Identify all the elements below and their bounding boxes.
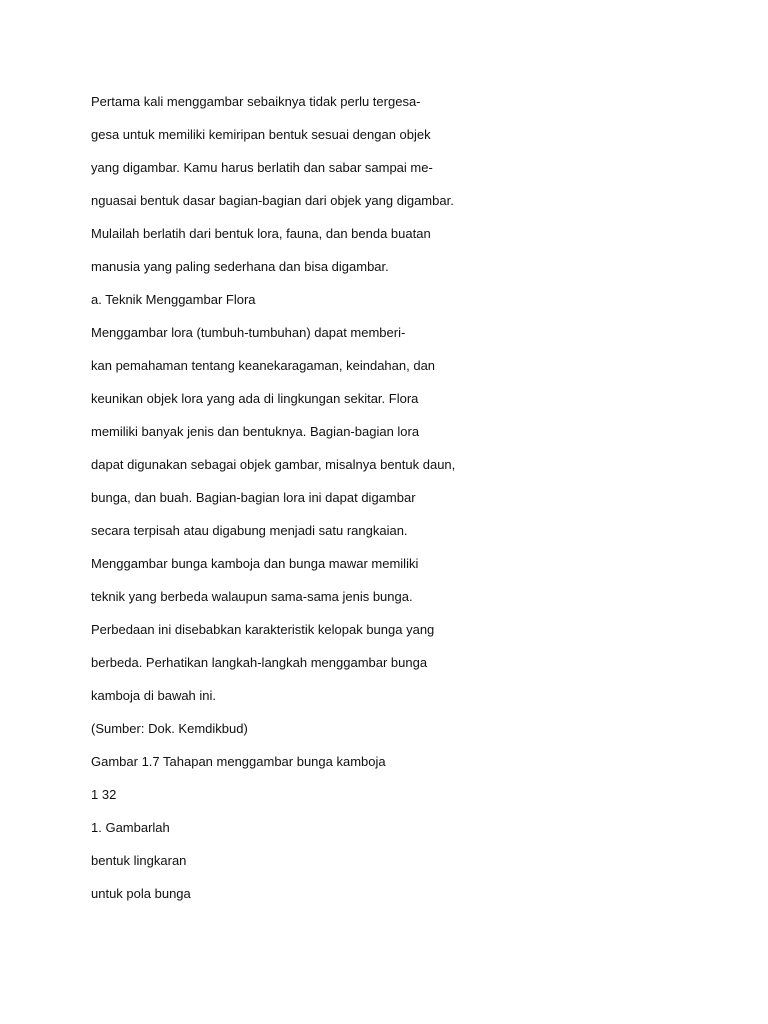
paragraph-line: Mulailah berlatih dari bentuk lora, fauna, dan benda buatan xyxy=(91,226,431,241)
paragraph-line: kan pemahaman tentang keanekaragaman, keindahan, dan xyxy=(91,358,436,373)
paragraph-line: dapat digunakan sebagai objek gambar, misalnya bentuk daun, xyxy=(91,457,456,472)
step-instruction-line: bentuk lingkaran xyxy=(91,853,187,868)
paragraph-line: kamboja di bawah ini. xyxy=(91,688,217,703)
image-source-credit: (Sumber: Dok. Kemdikbud) xyxy=(91,721,248,736)
paragraph-line: memiliki banyak jenis dan bentuknya. Bagian-bagian lora xyxy=(91,424,420,439)
figure-caption: Gambar 1.7 Tahapan menggambar bunga kamboja xyxy=(91,754,386,769)
paragraph-line: gesa untuk memiliki kemiripan bentuk sesuai dengan objek xyxy=(91,127,431,142)
paragraph-line: teknik yang berbeda walaupun sama-sama jenis bunga. xyxy=(91,589,413,604)
step-instruction-line: 1. Gambarlah xyxy=(91,820,170,835)
paragraph-line: Menggambar bunga kamboja dan bunga mawar memiliki xyxy=(91,556,419,571)
paragraph-line: bunga, dan buah. Bagian-bagian lora ini dapat digambar xyxy=(91,490,416,505)
paragraph-line: Perbedaan ini disebabkan karakteristik kelopak bunga yang xyxy=(91,622,435,637)
document-text-column xyxy=(91,91,471,916)
page-number-text: 1 32 xyxy=(91,787,117,802)
paragraph-line: nguasai bentuk dasar bagian-bagian dari objek yang digambar. xyxy=(91,193,454,208)
section-heading: a. Teknik Menggambar Flora xyxy=(91,292,256,307)
paragraph-line: manusia yang paling sederhana dan bisa digambar. xyxy=(91,259,389,274)
paragraph-line: Pertama kali menggambar sebaiknya tidak perlu tergesa- xyxy=(91,94,421,109)
paragraph-line: Menggambar lora (tumbuh-tumbuhan) dapat memberi- xyxy=(91,325,406,340)
step-instruction-line: untuk pola bunga xyxy=(91,886,191,901)
paragraph-line: keunikan objek lora yang ada di lingkungan sekitar. Flora xyxy=(91,391,419,406)
paragraph-line: secara terpisah atau digabung menjadi satu rangkaian. xyxy=(91,523,408,538)
paragraph-line: yang digambar. Kamu harus berlatih dan sabar sampai me- xyxy=(91,160,433,175)
paragraph-line: berbeda. Perhatikan langkah-langkah menggambar bunga xyxy=(91,655,428,670)
